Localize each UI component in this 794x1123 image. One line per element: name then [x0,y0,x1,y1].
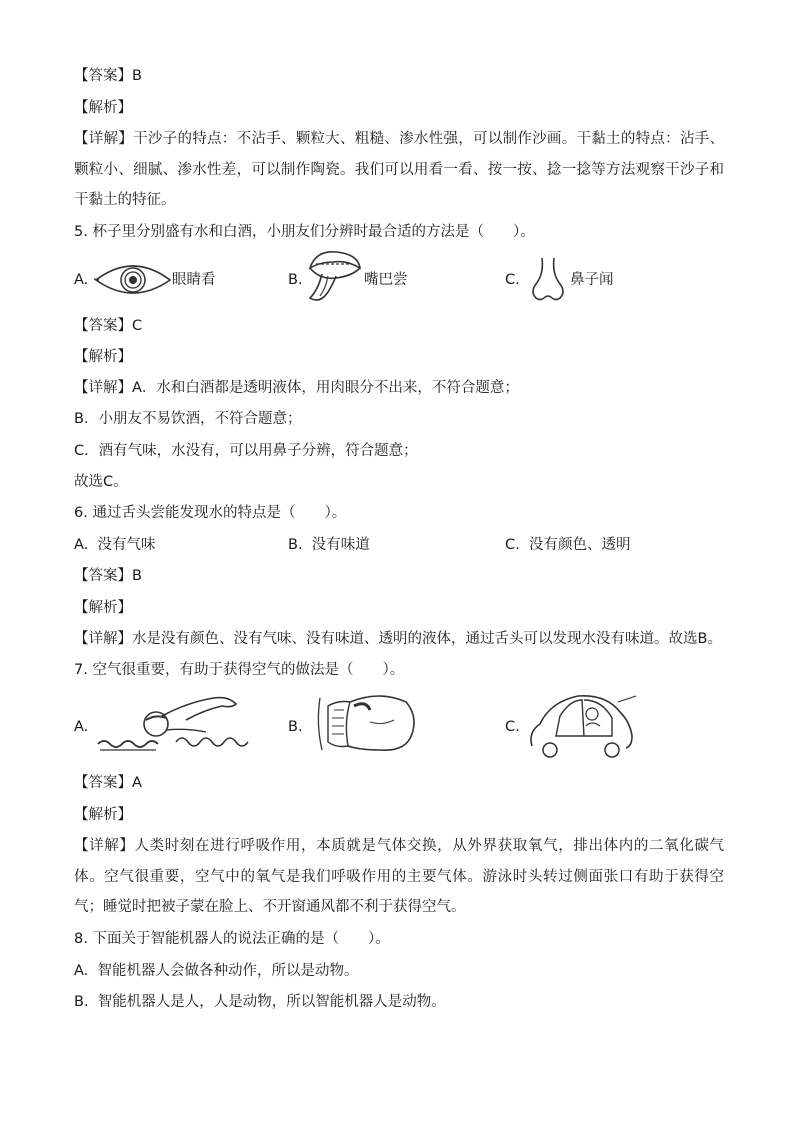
option-letter: C. [505,537,520,553]
eye-icon [94,258,172,302]
answer-value: A [132,775,142,791]
q5-option-b-label: 嘴巴尝 [364,272,408,288]
answer-tag: 【答案】 [74,775,132,791]
detail-text: 人类时刻在进行呼吸作用，本质就是气体交换，从外界获取氧气，排出体内的二氧化碳气体。空气很重要，空气中的氧气是我们呼吸作用的主要气体。游泳时头转过侧面张口有助于获得空气；睡觉时把被子蒙在脸上、不开窗通风都不利于获得空气。 [74,838,725,915]
option-letter: A. [74,963,89,979]
answer-tag: 【答案】 [74,318,132,334]
option-letter: A. [74,537,89,553]
q5-option-c-letter: C. [505,272,520,288]
answer-value: B [132,568,142,584]
q5-detail-line-3: C．酒有气味，水没有，可以用鼻子分辨，符合题意； [74,443,418,459]
q5-option-a-label: 眼睛看 [172,272,216,288]
q5-option-c-label: 鼻子闻 [570,272,614,288]
q6-option-a [74,535,156,555]
answer-value: C [132,318,143,334]
q7-option-c-letter: C. [505,719,520,735]
q6-option-c [505,535,630,555]
q5-question: 5. 杯子里分别盛有水和白酒，小朋友们分辨时最合适的方法是（ ）。 [74,224,535,240]
q5-answer-line [74,316,142,336]
detail-tag: 【详解】 [74,838,135,854]
q7-answer-line [74,773,142,793]
option-label: 没有颜色、透明 [528,537,631,553]
detail-text: A．水和白酒都是透明液体，用肉眼分不出来，不符合题意； [132,380,519,396]
answer-tag: 【答案】 [74,68,132,84]
q5-detail-line-4: 故选C。 [74,474,128,490]
q7-analysis-tag: 【解析】 [74,807,132,823]
detail-text: 水是没有颜色、没有气味、没有味道、透明的液体，通过舌头可以发现水没有味道。故选B。 [132,631,722,647]
q7-option-b-letter: B. [288,719,303,735]
q6-question: 6. 通过舌头尝能发现水的特点是（ ）。 [74,505,347,521]
detail-text: 干沙子的特点：不沾手、颗粒大、粗糙、渗水性强，可以制作沙画。干黏土的特点：沾手、颗粒小、细腻、渗水性差，可以制作陶瓷。我们可以用看一看、按一按、捻一捻等方法观察干沙子和干黏土的特征。 [74,131,725,208]
q7-question: 7. 空气很重要，有助于获得空气的做法是（ ）。 [74,662,405,678]
detail-tag: 【详解】 [74,631,132,647]
mouth-icon [306,246,364,306]
q6-detail [74,629,722,649]
answer-tag: 【答案】 [74,568,132,584]
detail-tag: 【详解】 [74,380,132,396]
q8-question: 8. 下面关于智能机器人的说法正确的是（ ）。 [74,931,390,947]
option-label: 智能机器人是人，人是动物，所以智能机器人是动物。 [97,994,446,1010]
q4-analysis-tag: 【解析】 [74,100,132,116]
q5-option-b-letter: B. [288,272,303,288]
swimmer-icon [96,694,256,756]
detail-tag: 【详解】 [74,131,134,147]
q8-option-b [74,992,446,1012]
q5-detail-line-2: B．小朋友不易饮酒，不符合题意； [74,411,302,427]
q6-answer-line [74,566,142,586]
answer-value: B [132,68,142,84]
q7-detail [74,831,724,923]
q5-option-a-letter: A. [74,272,89,288]
q8-option-a [74,961,359,981]
q4-detail [74,124,724,216]
option-label: 没有味道 [311,537,370,553]
sleeper-under-quilt-icon [310,692,418,756]
q5-analysis-tag: 【解析】 [74,349,132,365]
option-label: 智能机器人会做各种动作，所以是动物。 [97,963,359,979]
option-letter: B. [288,537,303,553]
q5-detail-line-1 [74,378,519,398]
nose-icon [528,256,568,302]
car-window-closed-icon [526,692,638,758]
q6-analysis-tag: 【解析】 [74,600,132,616]
q4-answer-line [74,66,142,86]
option-letter: B. [74,994,89,1010]
q7-option-a-letter: A. [74,719,89,735]
q6-option-b [288,535,370,555]
option-label: 没有气味 [97,537,156,553]
